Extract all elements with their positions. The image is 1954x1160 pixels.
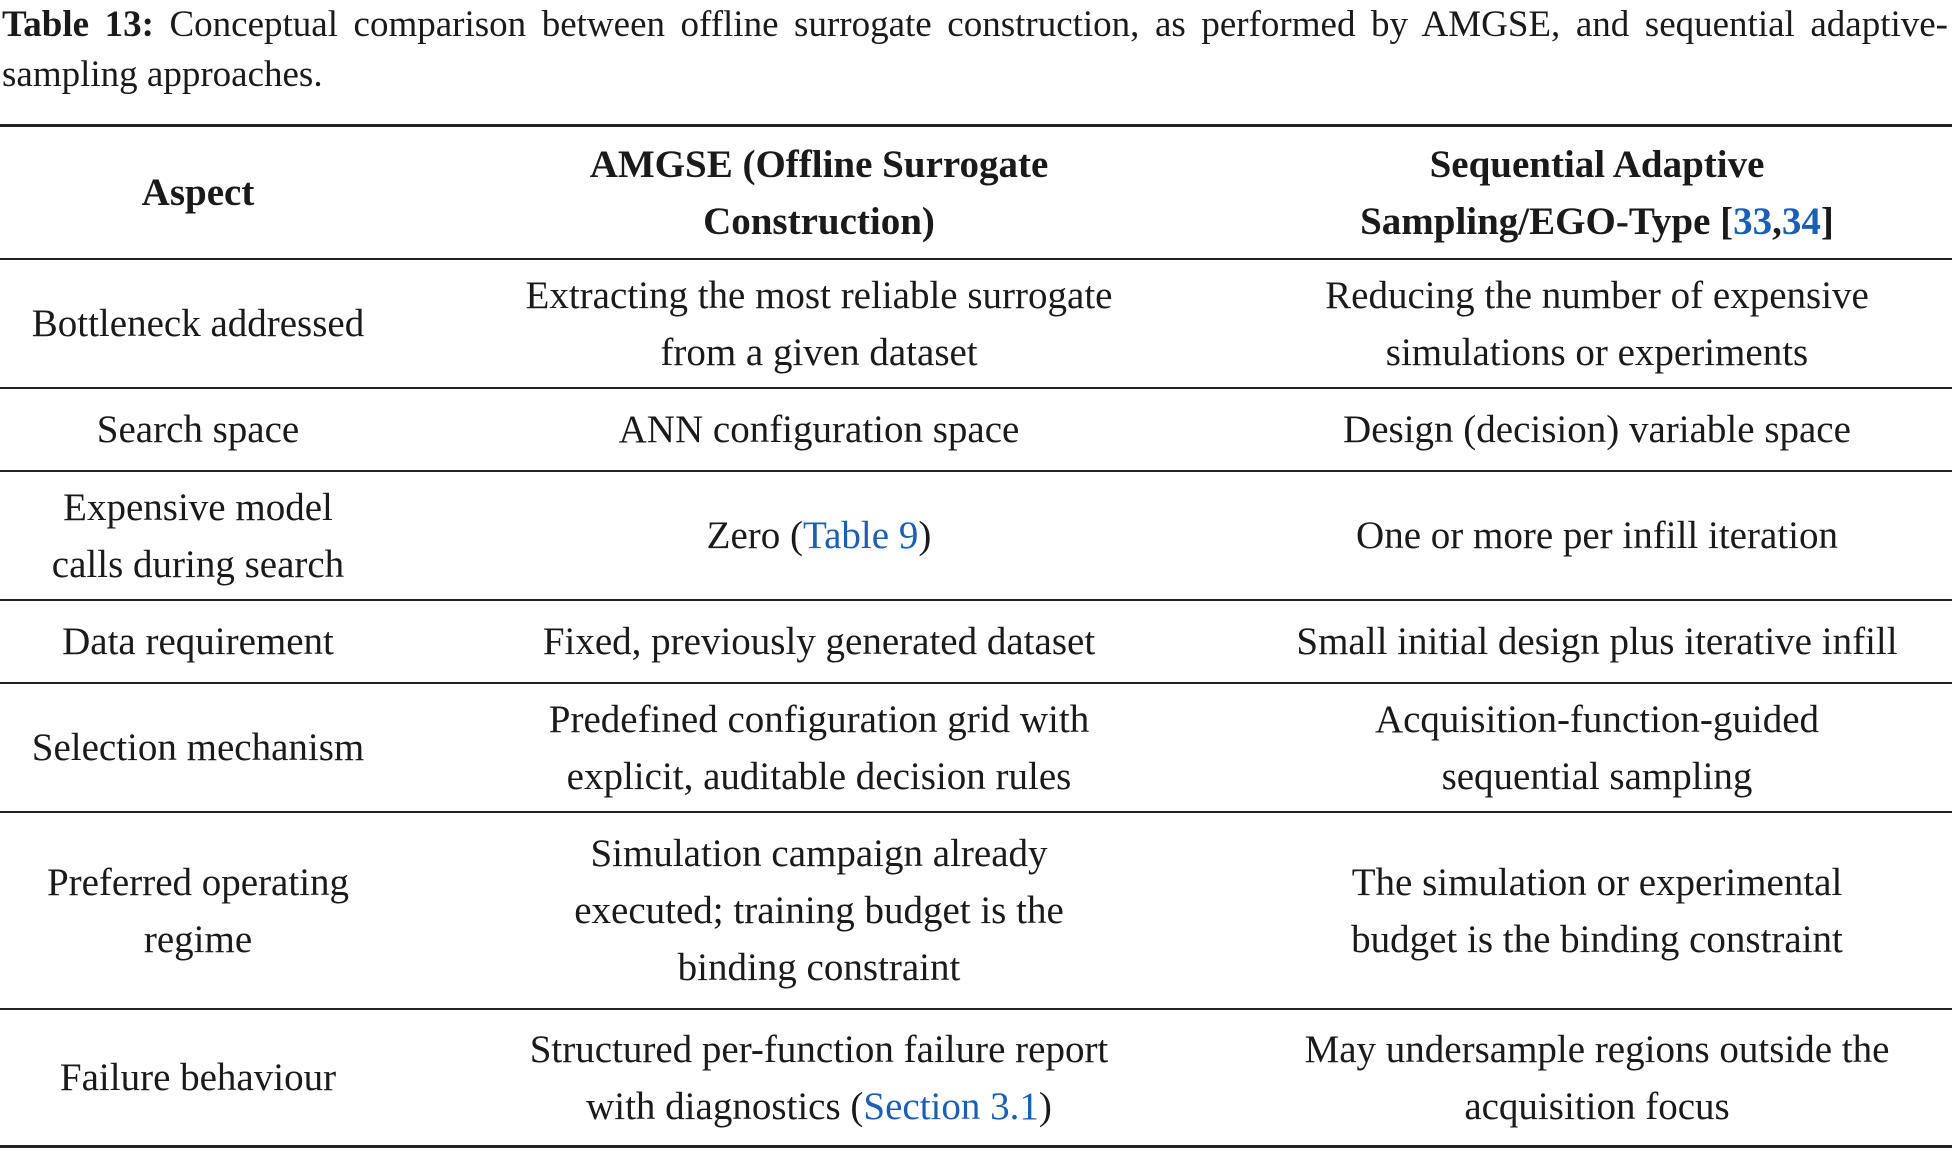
cell-text: explicit, auditable decision rules xyxy=(566,754,1072,798)
cell-text: Search space xyxy=(96,408,300,451)
cell-text: May undersample regions outside the xyxy=(1304,1027,1890,1071)
header-amgse xyxy=(396,126,1242,260)
cell-aspect xyxy=(0,812,396,1009)
comparison-table xyxy=(0,124,1952,1148)
cell-text: Acquisition-function-guided xyxy=(1374,697,1820,741)
cell-text: Structured per-function failure report xyxy=(529,1027,1109,1071)
cell-sequential xyxy=(1242,812,1952,1009)
cell-aspect xyxy=(0,1009,396,1147)
cell-text: ) xyxy=(1038,1084,1052,1128)
cell-aspect xyxy=(0,600,396,683)
cell-text: budget is the binding constraint xyxy=(1351,917,1843,961)
cell-text: binding constraint xyxy=(677,946,961,989)
cell-text: Preferred operating xyxy=(46,860,350,904)
cell-text: Fixed, previously generated dataset xyxy=(542,620,1096,663)
cell-text: Selection mechanism xyxy=(31,726,365,769)
cell-text: simulations or experiments xyxy=(1385,330,1809,374)
table-row xyxy=(0,600,1952,683)
cell-amgse xyxy=(396,1009,1242,1147)
cell-text: Zero ( xyxy=(706,514,804,557)
cell-sequential xyxy=(1242,683,1952,812)
cell-text: from a given dataset xyxy=(660,330,978,374)
citation-close-bracket: ] xyxy=(1820,199,1834,243)
header-aspect-label: Aspect xyxy=(141,171,255,214)
citation-link-34[interactable]: 34 xyxy=(1781,199,1821,243)
cell-text: Bottleneck addressed xyxy=(31,302,365,345)
table-row xyxy=(0,388,1952,471)
cell-aspect xyxy=(0,259,396,388)
cell-amgse xyxy=(396,600,1242,683)
cell-text: acquisition focus xyxy=(1464,1084,1730,1128)
citation-link-33[interactable]: 33 xyxy=(1733,199,1773,243)
cell-text: Reducing the number of expensive xyxy=(1325,273,1869,317)
cell-sequential xyxy=(1242,388,1952,471)
cell-text: Data requirement xyxy=(62,620,334,663)
header-sequential xyxy=(1242,126,1952,260)
cell-text: Simulation campaign already xyxy=(590,832,1048,875)
table-9-link[interactable]: Table 9 xyxy=(803,514,919,557)
table-row xyxy=(0,471,1952,600)
table-row xyxy=(0,683,1952,812)
cell-text: Extracting the most reliable surrogate xyxy=(525,273,1113,317)
cell-text: One or more per infill iteration xyxy=(1356,514,1838,557)
caption-label: Table 13: xyxy=(2,4,154,45)
cell-aspect xyxy=(0,388,396,471)
cell-aspect xyxy=(0,683,396,812)
header-seq-line1: Sequential Adaptive xyxy=(1429,142,1765,186)
cell-text: sequential sampling xyxy=(1441,754,1753,798)
header-amgse-line1: AMGSE (Offline Surrogate xyxy=(589,142,1049,186)
cell-aspect xyxy=(0,471,396,600)
cell-text: executed; training budget is the xyxy=(574,889,1064,932)
header-aspect xyxy=(0,126,396,260)
table-header-row xyxy=(0,126,1952,260)
header-amgse-line2: Construction) xyxy=(703,199,935,243)
section-3-1-link[interactable]: Section 3.1 xyxy=(863,1084,1039,1128)
cell-sequential xyxy=(1242,1009,1952,1147)
cell-sequential xyxy=(1242,259,1952,388)
cell-sequential xyxy=(1242,471,1952,600)
cell-amgse xyxy=(396,259,1242,388)
cell-amgse xyxy=(396,683,1242,812)
cell-text: Small initial design plus iterative infill xyxy=(1296,620,1898,663)
cell-text: Design (decision) variable space xyxy=(1343,408,1851,451)
cell-text: calls during search xyxy=(51,542,345,586)
header-seq-line2: Sampling/EGO-Type [ xyxy=(1360,199,1734,243)
table-row xyxy=(0,259,1952,388)
table-row xyxy=(0,1009,1952,1147)
citation-separator: , xyxy=(1772,199,1782,243)
cell-text: with diagnostics ( xyxy=(586,1084,864,1128)
cell-text: regime xyxy=(143,917,253,961)
cell-text: ) xyxy=(918,514,932,557)
cell-sequential xyxy=(1242,600,1952,683)
cell-text: Expensive model xyxy=(63,485,333,529)
cell-amgse xyxy=(396,388,1242,471)
table-caption xyxy=(2,0,1948,100)
cell-text: Failure behaviour xyxy=(59,1056,337,1099)
cell-text: ANN configuration space xyxy=(618,408,1020,451)
cell-text: The simulation or experimental xyxy=(1351,860,1843,904)
cell-amgse xyxy=(396,812,1242,1009)
table-row xyxy=(0,812,1952,1009)
caption-text: Conceptual comparison between offline surrogate construction, as performed by AMGSE, and sequential adaptive-sampling approaches. xyxy=(2,4,1949,95)
cell-text: Predefined configuration grid with xyxy=(548,697,1090,741)
cell-amgse xyxy=(396,471,1242,600)
